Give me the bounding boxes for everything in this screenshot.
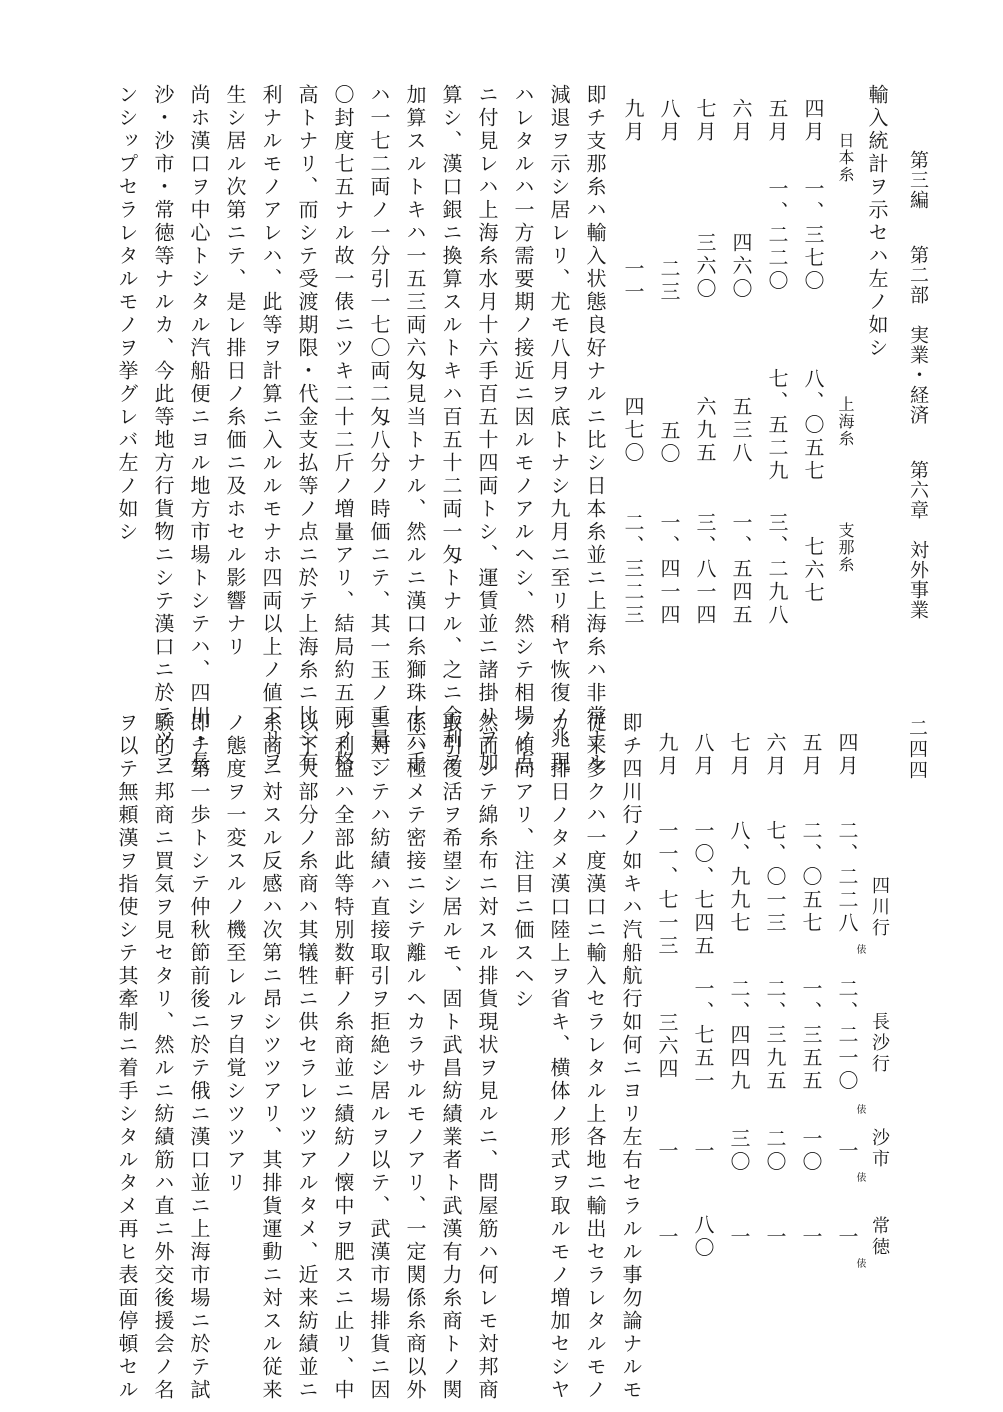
chapter-title: 第六章 対外事業	[907, 460, 929, 621]
part-title: 第三編	[907, 150, 929, 210]
paragraph-line: 係ハ極メテ密接ニシテ離ルヘカラサルモノアリ、一定関係糸商以外	[403, 712, 427, 1402]
lower-row-sichuan: 一〇、七四五	[691, 820, 715, 958]
paragraph-line: ンシップセラレタルモノヲ挙グレバ左ノ如シ	[115, 84, 139, 544]
paragraph-line: 算シ、漢口銀ニ換算スルトキハ百五十二両一匁トナル、之ニ金利ヲ	[439, 84, 463, 774]
upper-row-china: 七六七	[801, 536, 825, 605]
upper-row-japan: 一一	[621, 258, 645, 304]
upper-row-shanghai: 六九五	[693, 396, 717, 465]
paragraph-line: 沙・沙市・常徳等ナルカ、今此等地方行貨物ニシテ漢口ニ於テツラ	[151, 84, 175, 774]
upper-row-shanghai: 七、五二九	[765, 368, 789, 483]
upper-row-japan: 三六〇	[693, 232, 717, 301]
paragraph-line: ハレタルハ一方需要期ノ接近ニ因ルモノアルヘシ、然シテ相場ノ点	[511, 84, 535, 774]
upper-row-month: 六月	[729, 98, 753, 144]
paragraph-line: 高トナリ、而シテ受渡期限・代金支払等ノ点ニ於テ上海糸ニ比シ有	[295, 84, 319, 774]
lower-row-sichuan: 二、〇五七	[799, 820, 823, 935]
col-header-changsha: 長沙行	[869, 1012, 890, 1075]
paragraph-line: ハ一七二両ノ一分引一七〇両二匁八分ノ時価ニテ、其一玉ノ重量一	[367, 84, 391, 774]
page-number: 二四四	[906, 718, 928, 781]
paragraph-line: 以下大部分ノ糸商ハ其犠牲ニ供セラレツツアルタメ、近来紡績並ニ	[295, 712, 319, 1402]
lower-row-changsha: 一、七五一	[691, 978, 715, 1093]
unit-label: 俵	[854, 1172, 865, 1182]
paragraph-line: ニ付見レハ上海糸水月十六手百五十四両トシ、運賃並ニ諸掛リヲ加	[475, 84, 499, 774]
col-header-sichuan: 四川行	[869, 876, 890, 939]
unit-label: 俵	[854, 1104, 865, 1114]
lower-row-changde: 一	[655, 1226, 679, 1249]
lower-row-shashi: 一	[691, 1140, 715, 1163]
lower-row-shashi: 一	[655, 1140, 679, 1163]
upper-row-shanghai: 八、〇五七	[801, 368, 825, 483]
paragraph-line: 取引復活ヲ希望シ居ルモ、固ト武昌紡績業者ト武漢有力糸商トノ関	[439, 712, 463, 1402]
paragraph-line: 利ナルモノアレハ、此等ヲ計算ニ入ルルモナホ四両以上ノ値下リヲ	[259, 84, 283, 774]
paragraph-line: 尚ホ漢口ヲ中心トシタル汽船便ニヨル地方市場トシテハ、四川・長	[187, 84, 211, 774]
upper-row-japan: 一、三七〇	[801, 178, 825, 293]
upper-row-shanghai: 五〇	[657, 420, 681, 466]
paragraph-line: 即チ支那糸ハ輸入状態良好ナルニ比シ日本糸並ニ上海糸ハ非常ナル	[583, 84, 607, 774]
lower-row-changsha: 一、三五五	[799, 978, 823, 1093]
paragraph-line: 即チ四川行ノ如キハ汽船航行如何ニヨリ左右セラルル事勿論ナルモ	[619, 712, 643, 1402]
col-header-shashi: 沙市	[869, 1128, 890, 1170]
col-header-japan: 日本糸	[836, 132, 855, 183]
lower-row-sichuan: 七、〇一三	[763, 820, 787, 935]
lower-row-shashi: 三〇	[727, 1128, 751, 1174]
paragraph-line: 〇封度七五ナル故一俵ニツキ二十二斤ノ増量アリ、結局約五両ノ格	[331, 84, 355, 774]
upper-row-japan: 四六〇	[729, 232, 753, 301]
lower-row-changde: 一	[763, 1226, 787, 1249]
paragraph-line: 即チ第一歩トシテ仲秋節前後ニ於テ俄ニ漢口並ニ上海市場ニ於テ試	[187, 712, 211, 1402]
lower-row-changsha: 二、四四九	[727, 978, 751, 1093]
paragraph-line: 糸商ニ対スル反感ハ次第ニ昂シツツアリ、其排貨運動ニ対スル従来	[259, 712, 283, 1402]
col-header-shanghai: 上海糸	[836, 396, 855, 447]
paragraph-line: 従来多クハ一度漢口ニ輸入セラレタル上各地ニ輸出セラレタルモノ	[583, 712, 607, 1402]
paragraph-line: 然而シテ綿糸布ニ対スル排貨現状ヲ見ルニ、問屋筋ハ何レモ対邦商	[475, 712, 499, 1402]
upper-row-shanghai: 四七〇	[621, 396, 645, 465]
upper-row-month: 五月	[765, 98, 789, 144]
col-header-changde: 常徳	[869, 1216, 890, 1258]
upper-row-china: 一、四一四	[657, 512, 681, 627]
paragraph-line: 減退ヲ示シ居レリ、尤モ八月ヲ底トナシ九月ニ至リ稍ヤ恢復ノ兆現	[547, 84, 571, 774]
paragraph-line: 生シ居ル次第ニテ、是レ排日ノ糸価ニ及ホセル影響ナリ	[223, 84, 247, 659]
paragraph-line: ニ対シテハ紡績ハ直接取引ヲ拒絶シ居ルヲ以テ、武漢市場排貨ニ因	[367, 712, 391, 1402]
paragraph-line: ル利益ハ全部此等特別数軒ノ糸商並ニ績紡ノ懐中ヲ肥スニ止リ、中	[331, 712, 355, 1402]
upper-row-shanghai: 五三八	[729, 396, 753, 465]
intro-line: 輸入統計ヲ示セハ左ノ如シ	[865, 84, 889, 360]
lower-row-sichuan: 一一、七一三	[655, 820, 679, 958]
upper-row-month: 八月	[657, 98, 681, 144]
col-header-china: 支那糸	[836, 522, 855, 573]
lower-row-changsha: 二、三九五	[763, 978, 787, 1093]
upper-row-month: 九月	[621, 98, 645, 144]
lower-row-month: 六月	[763, 732, 787, 778]
running-header	[905, 150, 931, 648]
upper-row-japan: 二三	[657, 258, 681, 304]
unit-label: 俵	[854, 1258, 865, 1268]
lower-row-sichuan: 二、二二八	[835, 820, 859, 935]
lower-row-shashi: 一〇	[799, 1128, 823, 1174]
lower-row-changde: 一	[727, 1226, 751, 1249]
upper-row-china: 一、五四五	[729, 512, 753, 627]
paragraph-line: ノ傾向アリ、注目ニ価スヘシ	[511, 712, 535, 1011]
upper-row-china: 三、二九八	[765, 512, 789, 627]
upper-row-china: 三、八一四	[693, 512, 717, 627]
paragraph-line: 験的ニ邦商ニ買気ヲ見セタリ、然ルニ紡績筋ハ直ニ外交後援会ノ名	[151, 712, 175, 1402]
lower-row-changsha: 三六四	[655, 1012, 679, 1081]
lower-row-month: 五月	[799, 732, 823, 778]
lower-row-month: 九月	[655, 732, 679, 778]
lower-row-changde: 一	[835, 1226, 859, 1249]
upper-row-japan: 一、二二〇	[765, 178, 789, 293]
lower-row-month: 四月	[835, 732, 859, 778]
paragraph-line: 加算スルトキハ一五三両六匁見当トナル、然ルニ漢口糸獅珠十六手	[403, 84, 427, 774]
paragraph-line: カ、排日ノタメ漢口陸上ヲ省キ、横体ノ形式ヲ取ルモノ増加セシヤ	[547, 712, 571, 1402]
lower-row-changde: 八〇	[691, 1214, 715, 1260]
upper-row-month: 四月	[801, 98, 825, 144]
paragraph-line: ノ態度ヲ一変スルノ機至レルヲ自覚シツツアリ	[223, 712, 247, 1195]
lower-row-sichuan: 八、九九七	[727, 820, 751, 935]
upper-row-month: 七月	[693, 98, 717, 144]
lower-row-shashi: 二〇	[763, 1128, 787, 1174]
lower-row-month: 八月	[691, 732, 715, 778]
lower-row-changde: 一	[799, 1226, 823, 1249]
lower-row-shashi: 一	[835, 1140, 859, 1163]
upper-row-china: 二、三二三	[621, 512, 645, 627]
lower-row-changsha: 二、二一〇	[835, 978, 859, 1093]
lower-row-month: 七月	[727, 732, 751, 778]
paragraph-line: ヲ以テ無頼漢ヲ指使シテ其牽制ニ着手シタルタメ再ヒ表面停頓セル	[115, 712, 139, 1402]
unit-label: 俵	[854, 944, 865, 954]
section-title: 第二部 実業・経済	[907, 245, 929, 426]
